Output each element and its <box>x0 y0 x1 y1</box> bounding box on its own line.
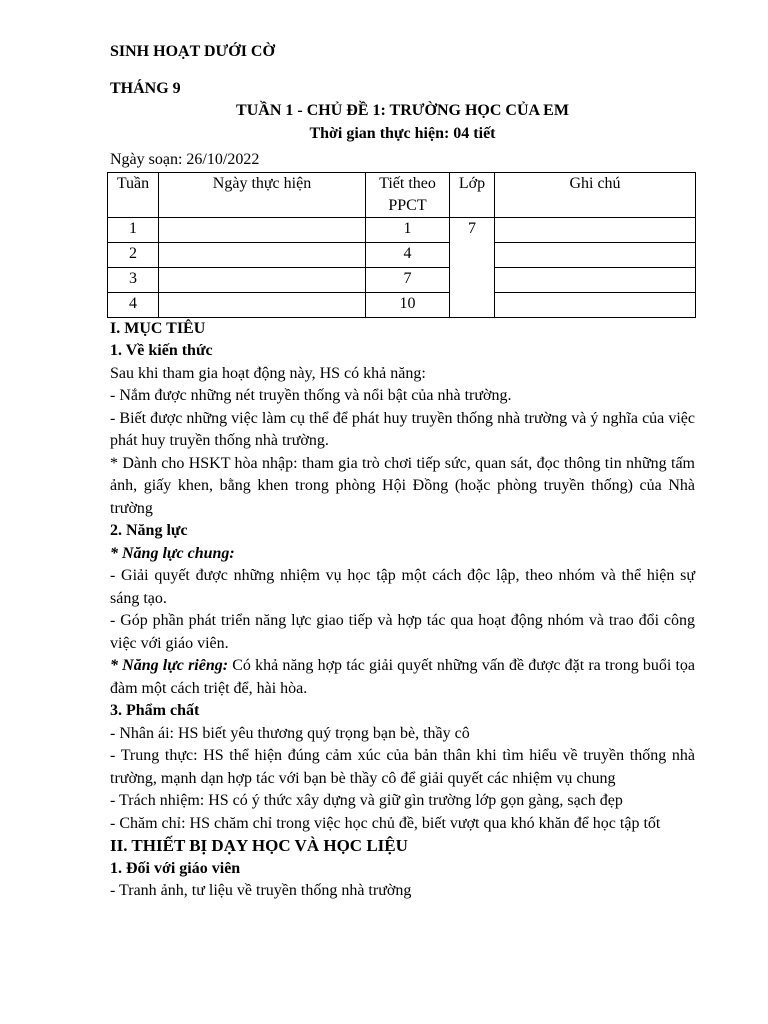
header-cell-class: Lớp <box>450 172 495 217</box>
list-item: - Góp phần phát triển năng lực giao tiếp và hợp tác qua hoạt động nhóm và trao đổi công việc với giáo viên. <box>110 612 695 652</box>
cell-period: 7 <box>366 267 450 292</box>
list-item: - Trung thực: HS thể hiện đúng cảm xúc của bản thân khi tìm hiểu về truyền thống nhà trường, mạnh dạn hợp tác với bạn bè thầy cô để giải quyết các nhiệm vụ chung <box>110 747 695 787</box>
list-item: - Biết được những việc làm cụ thể để phát huy truyền thống nhà trường và ý nghĩa của việc phát huy truyền thống nhà trường. <box>110 409 695 449</box>
knowledge-intro: Sau khi tham gia hoạt động này, HS có khả năng: <box>110 364 426 382</box>
table-row <box>108 217 696 242</box>
section-heading-equipment: II. THIẾT BỊ DẠY HỌC VÀ HỌC LIỆU <box>110 836 408 855</box>
week-topic-heading: TUẦN 1 - CHỦ ĐỀ 1: TRƯỜNG HỌC CỦA EM <box>236 102 569 119</box>
header-cell-note: Ghi chú <box>495 172 696 217</box>
list-item: - Tranh ảnh, tư liệu về truyền thống nhà trường <box>110 882 412 899</box>
cell-period: 4 <box>366 242 450 267</box>
cell-note <box>495 267 696 292</box>
list-item: - Giải quyết được những nhiệm vụ học tập một cách độc lập, theo nhóm và thể hiện sự sáng tạo. <box>110 567 695 607</box>
schedule-table <box>107 172 696 318</box>
cell-note <box>495 292 696 317</box>
duration-heading: Thời gian thực hiện: 04 tiết <box>309 124 496 142</box>
cell-date <box>159 242 366 267</box>
subheading-knowledge: 1. Về kiến thức <box>110 342 213 359</box>
cell-period: 1 <box>366 217 450 242</box>
cell-date <box>159 292 366 317</box>
table-row <box>108 242 696 267</box>
subheading-qualities: 3. Phẩm chất <box>110 702 200 719</box>
cell-note <box>495 242 696 267</box>
header-cell-week: Tuần <box>108 172 159 217</box>
cell-week: 3 <box>108 267 159 292</box>
prep-date: Ngày soạn: 26/10/2022 <box>110 151 260 168</box>
cell-class: 7 <box>450 217 495 317</box>
table-row <box>108 292 696 317</box>
doc-title: SINH HOẠT DƯỚI CỜ <box>110 43 275 60</box>
table-header-row <box>108 172 696 217</box>
table-row <box>108 267 696 292</box>
cell-note <box>495 217 696 242</box>
list-item: - Nắm được những nét truyền thống và nổi bật của nhà trường. <box>110 387 512 404</box>
section-heading-objectives: I. MỤC TIÊU <box>110 319 206 337</box>
header-cell-period: Tiết theo PPCT <box>366 172 450 217</box>
list-item: * Dành cho HSKT hòa nhập: tham gia trò chơi tiếp sức, quan sát, đọc thông tin những tấm ảnh, giấy khen, bằng khen trong phòng Hội Đồng (hoặc phòng truyền thống) của Nhà trường <box>110 454 695 517</box>
subheading-competence: 2. Năng lực <box>110 522 188 539</box>
cell-date <box>159 217 366 242</box>
general-competence-label: * Năng lực chung: <box>110 544 235 562</box>
header-cell-date: Ngày thực hiện <box>159 172 366 217</box>
specific-competence-text: Có khả năng hợp tác giải quyết những vấn đề được đặt ra trong buổi tọa đàm một cách triệt để, hài hòa. <box>110 657 696 697</box>
specific-competence-paragraph <box>110 655 695 700</box>
spacer <box>110 64 695 78</box>
cell-week: 4 <box>108 292 159 317</box>
subheading-teacher: 1. Đối với giáo viên <box>110 859 241 877</box>
month-heading: THÁNG 9 <box>110 79 181 97</box>
list-item: - Trách nhiệm: HS có ý thức xây dựng và giữ gìn trường lớp gọn gàng, sạch đẹp <box>110 792 623 809</box>
cell-period: 10 <box>366 292 450 317</box>
list-item: - Chăm chỉ: HS chăm chỉ trong việc học chủ đề, biết vượt qua khó khăn để học tập tốt <box>110 814 661 832</box>
specific-competence-label: * Năng lực riêng: <box>110 657 229 674</box>
cell-week: 1 <box>108 217 159 242</box>
list-item: - Nhân ái: HS biết yêu thương quý trọng bạn bè, thầy cô <box>110 724 470 742</box>
document-body <box>110 41 695 903</box>
cell-week: 2 <box>108 242 159 267</box>
cell-date <box>159 267 366 292</box>
